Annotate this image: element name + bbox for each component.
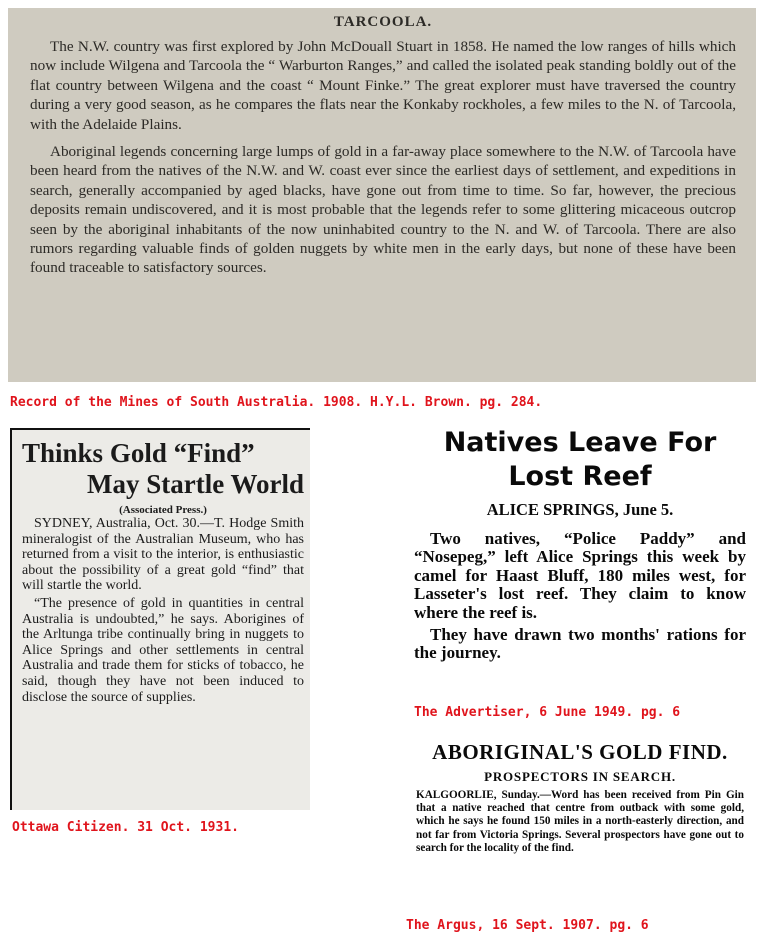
article-paragraph: “The presence of gold in quantities in central Australia is undoubted,” he says. Aborigines of the Arltunga tribe continually bring in nuggets to Alice Springs and other settlements in central Australia and trade them for sticks of tobacco, he said, though they have not been induced to disclose the source of supplies. — [22, 595, 304, 705]
clipping-the-advertiser — [410, 426, 750, 704]
article-title: TARCOOLA. — [333, 14, 433, 30]
headline-line-2: May Startle World — [87, 469, 304, 499]
dateline: ALICE SPRINGS, June 5. — [486, 500, 674, 519]
byline: (Associated Press.) — [119, 504, 207, 516]
article-paragraph: KALGOORLIE, Sunday.—Word has been received from Pin Gin that a native reached that centre from outback with some gold, which he says he found 150 miles in a north-easterly direction, and not far from Victoria Springs. Several prospectors have gone out to search for the locality of the find. — [416, 789, 744, 854]
headline: Natives Leave For Lost Reef — [443, 427, 717, 492]
article-paragraph: They have drawn two months' rations for the journey. — [414, 625, 746, 663]
source-caption: Ottawa Citizen. 31 Oct. 1931. — [12, 820, 239, 835]
source-caption: The Advertiser, 6 June 1949. pg. 6 — [414, 705, 681, 720]
clipping-ottawa-citizen — [10, 428, 310, 810]
clipping-the-argus — [410, 740, 750, 918]
source-caption: Record of the Mines of South Australia. 1908. H.Y.L. Brown. pg. 284. — [10, 395, 543, 410]
headline: ABORIGINAL'S GOLD FIND. — [432, 740, 728, 764]
source-caption: The Argus, 16 Sept. 1907. pg. 6 — [406, 918, 649, 933]
clipping-record-of-mines — [8, 8, 756, 382]
article-paragraph: Two natives, “Police Paddy” and “Nosepeg,” left Alice Springs this week by camel for Haast Bluff, 180 miles west, for Lasseter's lost reef. They claim to know where the reef is. — [414, 529, 746, 622]
article-paragraph: Aboriginal legends concerning large lumps of gold in a far-away place somewhere to the N.W. of Tarcoola have been heard from the natives of the N.W. and W. coast ever since the earliest days of settlement, and expeditions in search, generally accompanied by aged blacks, have gone out from time to time. So far, however, the precious deposits remain undiscovered, and it is most probable that the legends refer to some glittering micaceous outcrop seen by the aboriginal inhabitants of the now uninhabited country to the N. and W. of Tarcoola. There are also rumors regarding valuable finds of golden nuggets by white men in the early days, but none of these have been found traceable to satisfactory sources. — [30, 143, 736, 277]
subheadline: PROSPECTORS IN SEARCH. — [484, 769, 676, 784]
article-paragraph: The N.W. country was first explored by John McDouall Stuart in 1858. He named the low ranges of hills which now include Wilgena and Tarcoola the “ Warburton Ranges,” and called the isolated peak standing boldly out of the flat country between Wilgena and the coast “ Mount Finke.” The great explorer must have traversed the country during a very good season, as he compares the flats near the Konkaby rockholes, a few miles to the N. of Tarcoola, with the Adelaide Plains. — [30, 38, 736, 133]
article-paragraph: SYDNEY, Australia, Oct. 30.—T. Hodge Smith mineralogist of the Australian Museum, who has returned from a visit to the interior, is enthusiastic about the possibility of a great gold “find” that will startle the world. — [22, 516, 304, 594]
headline-line-1: Thinks Gold “Find” — [22, 438, 255, 468]
